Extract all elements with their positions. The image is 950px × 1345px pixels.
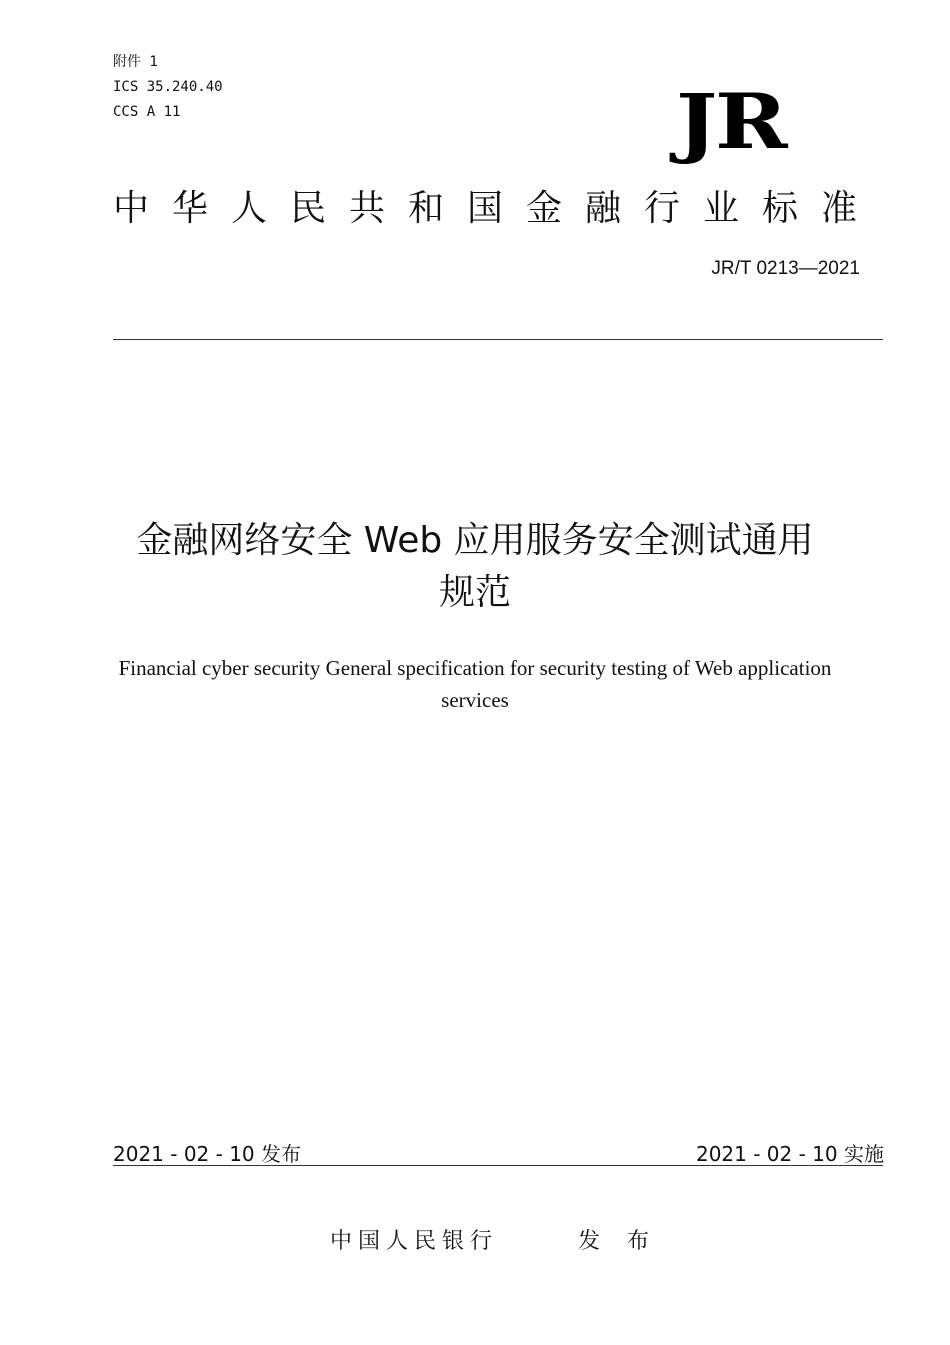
document-title-english — [60, 652, 890, 716]
publisher-name: 中国人民银行 — [330, 1229, 499, 1254]
title-en-line-1: Financial cyber security General specification for security testing of Web application — [118, 656, 832, 680]
jr-logo: JR — [676, 77, 786, 166]
ics-code: ICS 35.240.40 — [113, 79, 223, 95]
document-title-chinese — [60, 515, 890, 619]
standard-code: JR/T 0213—2021 — [711, 258, 860, 279]
classification-block — [113, 50, 223, 125]
bottom-divider — [113, 1165, 883, 1166]
implementation-date: 2021 - 02 - 10 实施 — [695, 1142, 884, 1166]
top-divider — [113, 339, 883, 340]
ccs-code: CCS A 11 — [113, 104, 181, 120]
standard-category-title: 中华人民共和国金融行业标准 — [113, 188, 881, 229]
publish-label: 发 布 — [578, 1229, 659, 1254]
title-cn-line-1: 金融网络安全 Web 应用服务安全测试通用 — [136, 520, 814, 561]
issue-date: 2021 - 02 - 10 发布 — [113, 1142, 302, 1166]
title-en-line-2: services — [441, 688, 509, 712]
attachment-label: 附件 1 — [113, 54, 158, 70]
title-cn-line-2: 规范 — [438, 572, 511, 613]
